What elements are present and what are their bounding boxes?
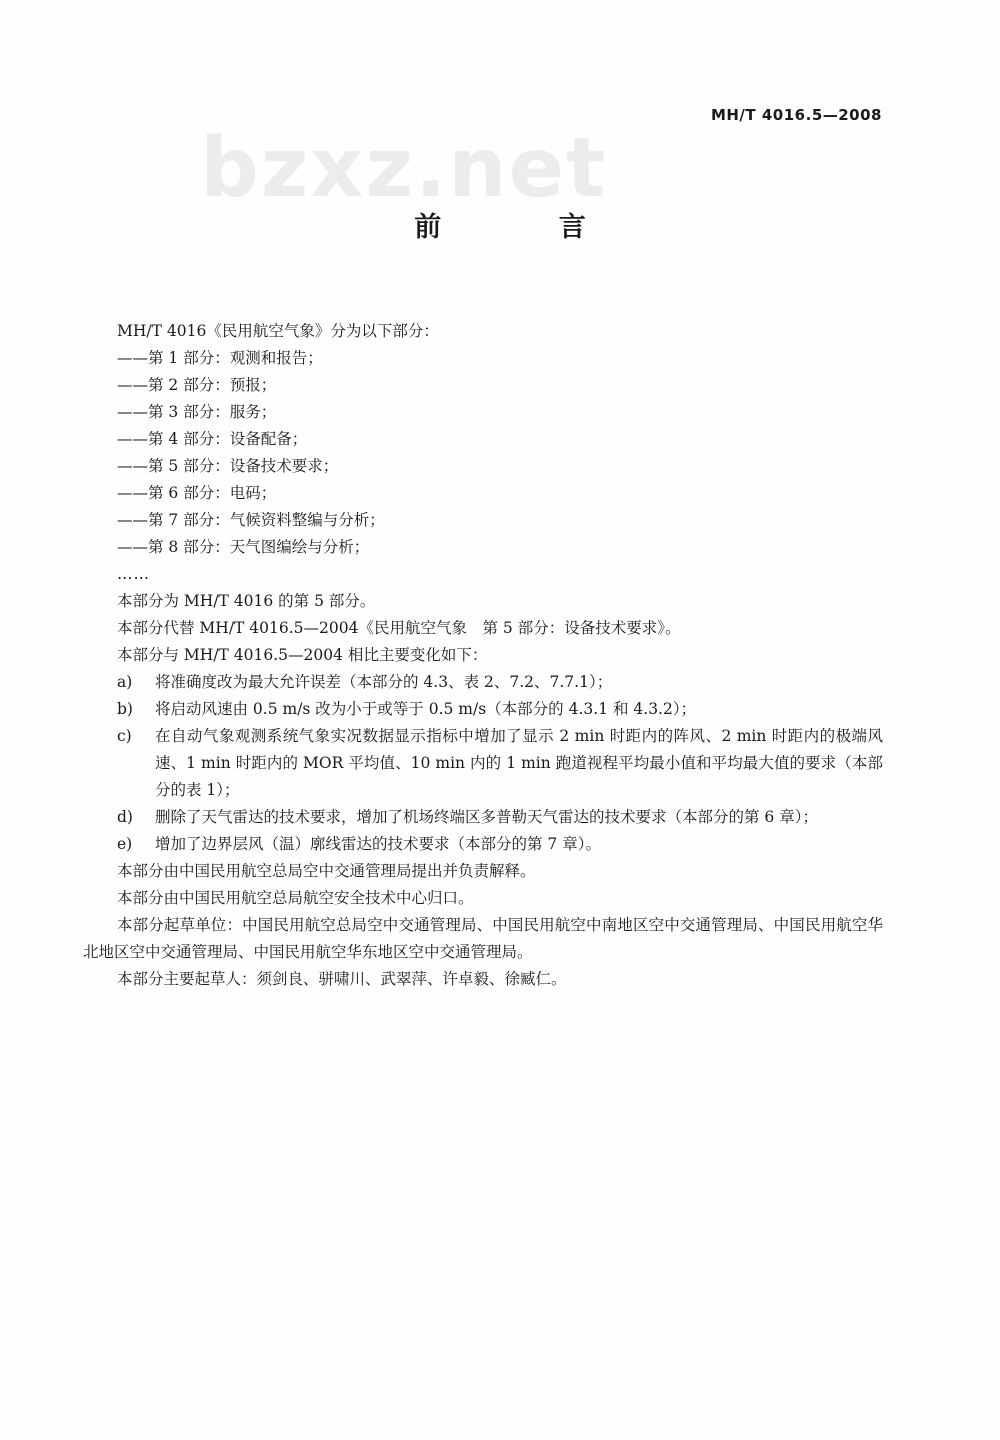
list-ellipsis: …… bbox=[117, 565, 150, 583]
changes-list bbox=[83, 669, 883, 858]
change-marker: a) bbox=[117, 673, 133, 691]
change-text: 增加了边界层风（温）廓线雷达的技术要求（本部分的第 7 章）。 bbox=[155, 835, 601, 853]
change-marker: c) bbox=[117, 727, 132, 745]
list-item: ——第 1 部分：观测和报告； bbox=[117, 349, 323, 367]
intro-line: MH/T 4016《民用航空气象》分为以下部分： bbox=[117, 322, 439, 340]
statement-line: 本部分为 MH/T 4016 的第 5 部分。 bbox=[117, 592, 376, 610]
list-item: ——第 7 部分：气候资料整编与分析； bbox=[117, 511, 385, 529]
list-item: ——第 4 部分：设备配备； bbox=[117, 430, 308, 448]
list-item: ——第 8 部分：天气图编绘与分析； bbox=[117, 538, 370, 556]
closing-line: 本部分由中国民用航空总局航空安全技术中心归口。 bbox=[117, 889, 474, 907]
change-marker: e) bbox=[117, 835, 133, 853]
list-item: ——第 3 部分：服务； bbox=[117, 403, 277, 421]
change-text: 将准确度改为最大允许误差（本部分的 4.3、表 2、7.2、7.7.1）； bbox=[155, 673, 613, 691]
list-item: ——第 6 部分：电码； bbox=[117, 484, 277, 502]
list-item: ——第 2 部分：预报； bbox=[117, 376, 277, 394]
change-text: 在自动气象观测系统气象实况数据显示指标中增加了显示 2 min 时距内的阵风、2 min 时距内的极端风速、1 min 时距内的 MOR 平均值、10 min 内的 1 min 跑道视程平均最小值和平均最大值的要求（本部分的表 1）； bbox=[155, 727, 883, 799]
foreword-body bbox=[83, 318, 883, 993]
closing-line: 本部分由中国民用航空总局空中交通管理局提出并负责解释。 bbox=[117, 862, 536, 880]
list-item: ——第 5 部分：设备技术要求； bbox=[117, 457, 339, 475]
statement-line: 本部分与 MH/T 4016.5—2004 相比主要变化如下： bbox=[117, 646, 488, 664]
change-marker: b) bbox=[117, 700, 133, 718]
site-watermark: bzxz.net bbox=[200, 121, 608, 216]
parts-list bbox=[83, 345, 883, 588]
closing-line: 本部分主要起草人：须剑良、骈啸川、武翠萍、许卓毅、徐臧仁。 bbox=[117, 970, 567, 988]
change-item bbox=[83, 669, 883, 696]
statement-line: 本部分代替 MH/T 4016.5—2004《民用航空气象 第 5 部分：设备技术要求》。 bbox=[117, 619, 681, 637]
page-title: 前 言 bbox=[414, 212, 640, 243]
change-marker: d) bbox=[117, 808, 133, 826]
drafting-units: 本部分起草单位：中国民用航空总局空中交通管理局、中国民用航空中南地区空中交通管理局、中国民用航空华北地区空中交通管理局、中国民用航空华东地区空中交通管理局。 bbox=[83, 916, 883, 961]
change-item bbox=[83, 696, 883, 723]
change-item bbox=[83, 723, 883, 804]
standard-number: MH/T 4016.5—2008 bbox=[710, 106, 882, 124]
change-item bbox=[83, 831, 883, 858]
change-text: 将启动风速由 0.5 m/s 改为小于或等于 0.5 m/s（本部分的 4.3.1 和 4.3.2）； bbox=[155, 700, 697, 718]
change-text: 删除了天气雷达的技术要求，增加了机场终端区多普勒天气雷达的技术要求（本部分的第 6 章）； bbox=[155, 808, 818, 826]
change-item bbox=[83, 804, 883, 831]
